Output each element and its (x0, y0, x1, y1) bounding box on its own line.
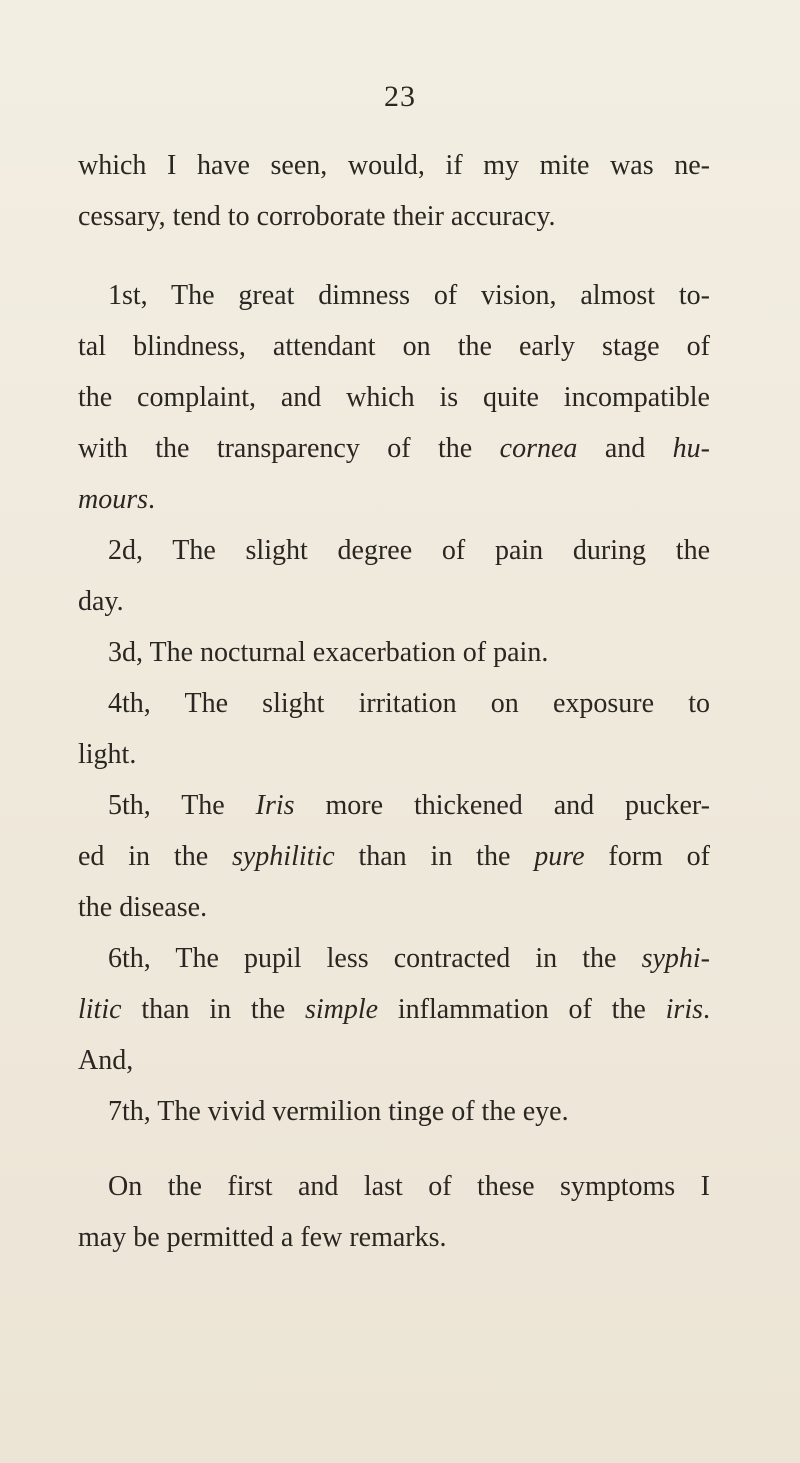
text-line (78, 780, 710, 831)
text-line: 3d, The nocturnal exacerbation of pain. (108, 637, 549, 668)
text-line: 7th, The vivid vermilion tinge of the eye. (108, 1096, 569, 1127)
text-line: day. (78, 586, 124, 617)
text-line (78, 933, 710, 984)
italic-term: litic (78, 994, 122, 1025)
text-segment: inflammation of the (378, 994, 666, 1025)
text-segment: than in the (334, 841, 535, 872)
text-segment: . (703, 994, 710, 1025)
text-line: 1st, The great dimness of vision, almost to- (108, 280, 710, 311)
italic-term: Iris (255, 790, 295, 821)
text-segment: and (577, 433, 673, 464)
text-line (78, 831, 710, 882)
text-segment: 5th, The (108, 790, 256, 821)
text-line: On the first and last of these symptoms I (108, 1171, 710, 1202)
text-line: 4th, The slight irritation on exposure to (108, 688, 710, 719)
body-text (78, 140, 710, 1263)
text-line: cessary, tend to corroborate their accuracy. (78, 201, 556, 232)
text-line: the disease. (78, 892, 208, 923)
text-segment: with the transparency of the (78, 433, 500, 464)
text-line: And, (78, 1045, 134, 1076)
text-line (78, 984, 710, 1035)
text-line: 2d, The slight degree of pain during the (108, 535, 710, 566)
text-line (78, 474, 710, 525)
italic-term: mours (78, 484, 149, 515)
text-line (78, 423, 710, 474)
text-line: may be permitted a few remarks. (78, 1222, 447, 1253)
italic-term: iris (665, 994, 703, 1025)
page-number: 23 (384, 80, 416, 113)
text-segment: than in the (121, 994, 305, 1025)
text-line: tal blindness, attendant on the early stage of (78, 331, 710, 362)
text-line: the complaint, and which is quite incompatible (78, 382, 710, 413)
text-segment: more thickened and pucker- (294, 790, 710, 821)
text-segment: form of (584, 841, 710, 872)
text-segment: 6th, The pupil less contracted in the (108, 943, 642, 974)
italic-term: hu- (672, 433, 710, 464)
text-segment: . (148, 484, 156, 515)
italic-term: simple (304, 994, 379, 1025)
text-segment: ed in the (78, 841, 232, 872)
text-line: light. (78, 739, 137, 770)
italic-term: pure (534, 841, 585, 872)
italic-term: cornea (499, 433, 578, 464)
italic-term: syphilitic (231, 841, 335, 872)
italic-term: syphi- (641, 943, 710, 974)
text-line: which I have seen, would, if my mite was ne- (78, 150, 710, 181)
